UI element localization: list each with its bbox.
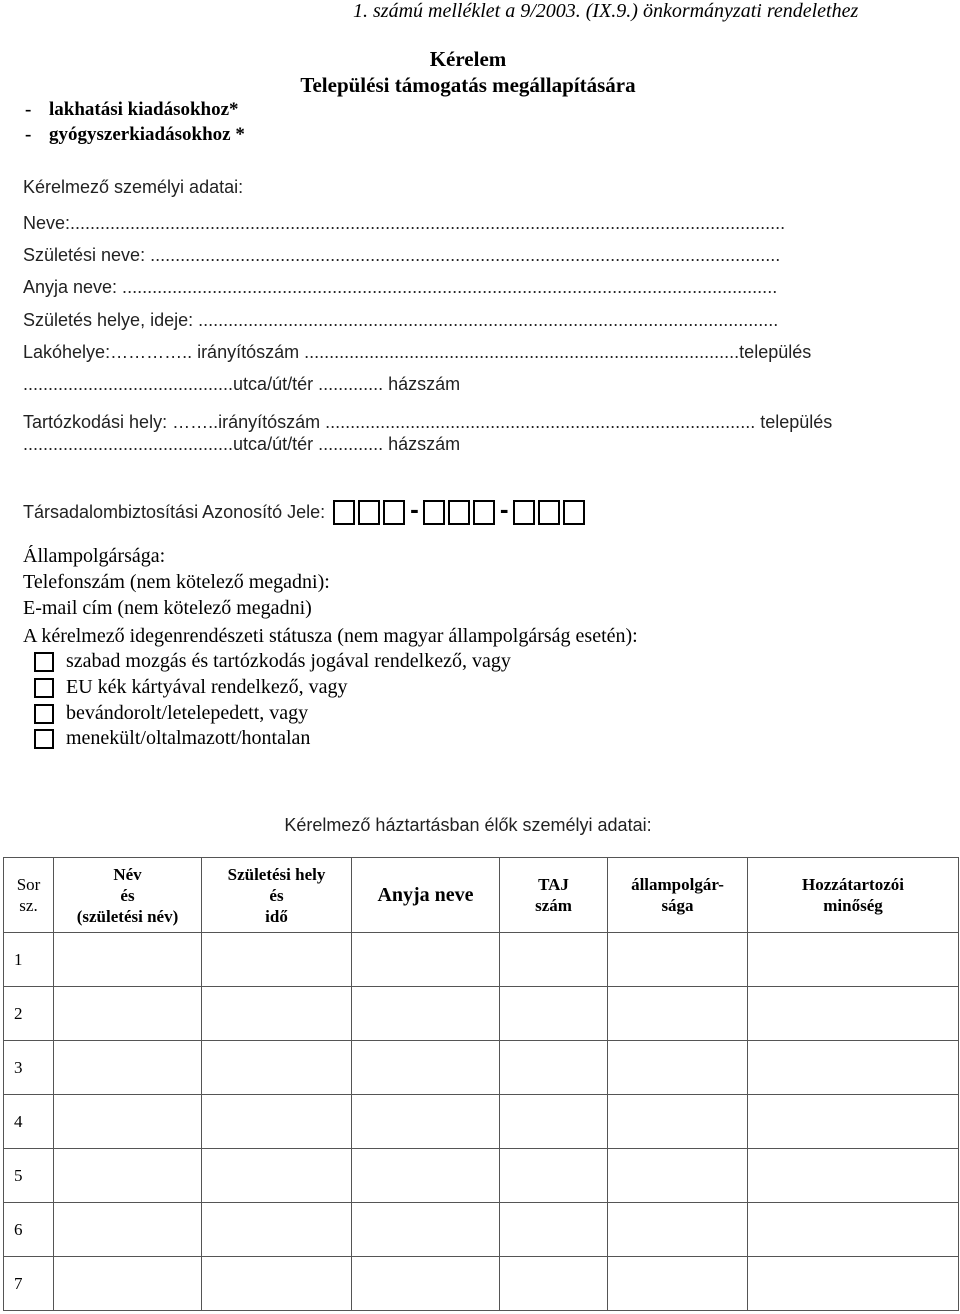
citizenship-cell[interactable] xyxy=(608,1041,748,1095)
relationship-cell[interactable] xyxy=(748,1257,959,1311)
stay-address-field[interactable]: Tartózkodási hely: ……..irányítószám ...................................................................................... település xyxy=(23,412,833,432)
relationship-cell[interactable] xyxy=(748,1041,959,1095)
row-number: 4 xyxy=(4,1095,54,1149)
list-dash: - xyxy=(25,124,32,145)
taj-digit-box[interactable] xyxy=(333,500,355,525)
row-number: 1 xyxy=(4,933,54,987)
form-subtitle: Települési támogatás megállapítására xyxy=(300,73,636,97)
taj-separator: - xyxy=(499,493,509,524)
citizenship-cell[interactable] xyxy=(608,987,748,1041)
mother-name-field[interactable]: Anyja neve: ................................................................................................................................... xyxy=(23,277,778,297)
citizenship-field[interactable]: Állampolgársága: xyxy=(23,545,166,567)
birth-cell[interactable] xyxy=(202,1257,352,1311)
immigration-status-heading: A kérelmező idegenrendészeti státusza (nem magyar állampolgárság esetén): xyxy=(23,625,638,647)
status-option-refugee xyxy=(34,727,310,750)
household-section-title: Kérelmező háztartásban élők személyi adatai: xyxy=(284,815,652,835)
taj-cell[interactable] xyxy=(500,987,608,1041)
citizenship-cell[interactable] xyxy=(608,1149,748,1203)
table-row xyxy=(4,1149,959,1203)
expense-type-label: lakhatási kiadásokhoz* xyxy=(49,99,239,120)
name-cell[interactable] xyxy=(54,987,202,1041)
taj-number-field xyxy=(23,494,588,530)
mother-cell[interactable] xyxy=(352,1203,500,1257)
mother-cell[interactable] xyxy=(352,987,500,1041)
row-number: 5 xyxy=(4,1149,54,1203)
name-cell[interactable] xyxy=(54,1257,202,1311)
name-cell[interactable] xyxy=(54,1041,202,1095)
citizenship-cell[interactable] xyxy=(608,1203,748,1257)
name-cell[interactable] xyxy=(54,1203,202,1257)
name-cell[interactable] xyxy=(54,1149,202,1203)
birth-cell[interactable] xyxy=(202,933,352,987)
citizenship-cell[interactable] xyxy=(608,933,748,987)
table-row xyxy=(4,1257,959,1311)
table-row xyxy=(4,1203,959,1257)
birth-name-field[interactable]: Születési neve: .............................................................................................................................. xyxy=(23,245,781,265)
relationship-cell[interactable] xyxy=(748,933,959,987)
table-row xyxy=(4,1041,959,1095)
annex-note: 1. számú melléklet a 9/2003. (IX.9.) önkormányzati rendelethez xyxy=(353,0,859,22)
form-title: Kérelem xyxy=(429,47,507,71)
status-checkbox[interactable] xyxy=(34,704,54,724)
expense-type-housing xyxy=(25,99,239,121)
personal-data-heading: Kérelmező személyi adatai: xyxy=(23,177,244,197)
residence-street-field[interactable]: ..........................................utca/út/tér ............. házszám xyxy=(23,374,461,394)
table-row xyxy=(4,1095,959,1149)
table-row xyxy=(4,987,959,1041)
birth-cell[interactable] xyxy=(202,1095,352,1149)
row-number: 3 xyxy=(4,1041,54,1095)
col-header-row-number: Sor sz. xyxy=(4,858,54,933)
col-header-relationship: Hozzátartozói minőség xyxy=(748,858,959,933)
taj-cell[interactable] xyxy=(500,1041,608,1095)
relationship-cell[interactable] xyxy=(748,1203,959,1257)
household-table xyxy=(3,857,959,1311)
status-checkbox[interactable] xyxy=(34,678,54,698)
status-option-label: bevándorolt/letelepedett, vagy xyxy=(66,702,309,724)
table-row xyxy=(4,933,959,987)
taj-digit-box[interactable] xyxy=(358,500,380,525)
birth-cell[interactable] xyxy=(202,987,352,1041)
status-option-free-movement xyxy=(34,650,511,673)
row-number: 2 xyxy=(4,987,54,1041)
taj-cell[interactable] xyxy=(500,1149,608,1203)
col-header-taj: TAJ szám xyxy=(500,858,608,933)
status-option-label: EU kék kártyával rendelkező, vagy xyxy=(66,676,348,698)
taj-cell[interactable] xyxy=(500,1203,608,1257)
taj-digit-box[interactable] xyxy=(563,500,585,525)
taj-cell[interactable] xyxy=(500,1095,608,1149)
col-header-name: Név és (születési név) xyxy=(54,858,202,933)
col-header-mother-name: Anyja neve xyxy=(352,858,500,933)
row-number: 6 xyxy=(4,1203,54,1257)
birth-cell[interactable] xyxy=(202,1203,352,1257)
status-option-immigrant xyxy=(34,702,308,725)
row-number: 7 xyxy=(4,1257,54,1311)
relationship-cell[interactable] xyxy=(748,987,959,1041)
expense-type-medicine xyxy=(25,124,245,146)
taj-label: Társadalombiztosítási Azonosító Jele: xyxy=(23,501,326,522)
mother-cell[interactable] xyxy=(352,933,500,987)
stay-street-field[interactable]: ..........................................utca/út/tér ............. házszám xyxy=(23,434,461,454)
citizenship-cell[interactable] xyxy=(608,1257,748,1311)
table-header-row xyxy=(4,858,959,933)
taj-digit-box[interactable] xyxy=(383,500,405,525)
birth-cell[interactable] xyxy=(202,1041,352,1095)
status-option-eu-blue-card xyxy=(34,676,348,699)
status-option-label: szabad mozgás és tartózkodás jogával rendelkező, vagy xyxy=(66,650,511,672)
phone-field[interactable]: Telefonszám (nem kötelező megadni): xyxy=(23,571,330,593)
status-checkbox[interactable] xyxy=(34,652,54,672)
taj-digit-box[interactable] xyxy=(423,500,445,525)
mother-cell[interactable] xyxy=(352,1095,500,1149)
taj-digit-box[interactable] xyxy=(448,500,470,525)
list-dash: - xyxy=(25,99,32,120)
citizenship-cell[interactable] xyxy=(608,1095,748,1149)
name-cell[interactable] xyxy=(54,933,202,987)
email-field[interactable]: E-mail cím (nem kötelező megadni) xyxy=(23,597,312,619)
mother-cell[interactable] xyxy=(352,1149,500,1203)
mother-cell[interactable] xyxy=(352,1041,500,1095)
taj-separator: - xyxy=(410,493,419,524)
mother-cell[interactable] xyxy=(352,1257,500,1311)
birth-place-date-field[interactable]: Születés helye, ideje: .................................................................................................................... xyxy=(23,310,779,330)
status-option-label: menekült/oltalmazott/hontalan xyxy=(66,727,311,749)
residence-field[interactable]: Lakóhelye:………….. irányítószám .......................................................................................település xyxy=(23,342,812,362)
relationship-cell[interactable] xyxy=(748,1149,959,1203)
taj-cell[interactable] xyxy=(500,1257,608,1311)
col-header-birth-place-date: Születési hely és idő xyxy=(202,858,352,933)
birth-cell[interactable] xyxy=(202,1149,352,1203)
taj-cell[interactable] xyxy=(500,933,608,987)
name-field[interactable]: Neve:............................................................................................................................................... xyxy=(23,213,786,233)
status-checkbox[interactable] xyxy=(34,729,54,749)
relationship-cell[interactable] xyxy=(748,1095,959,1149)
taj-digit-box[interactable] xyxy=(513,500,535,525)
taj-digit-box[interactable] xyxy=(473,500,495,525)
taj-digit-box[interactable] xyxy=(538,500,560,525)
expense-type-label: gyógyszerkiadásokhoz * xyxy=(49,124,245,145)
col-header-citizenship: állampolgár- sága xyxy=(608,858,748,933)
name-cell[interactable] xyxy=(54,1095,202,1149)
